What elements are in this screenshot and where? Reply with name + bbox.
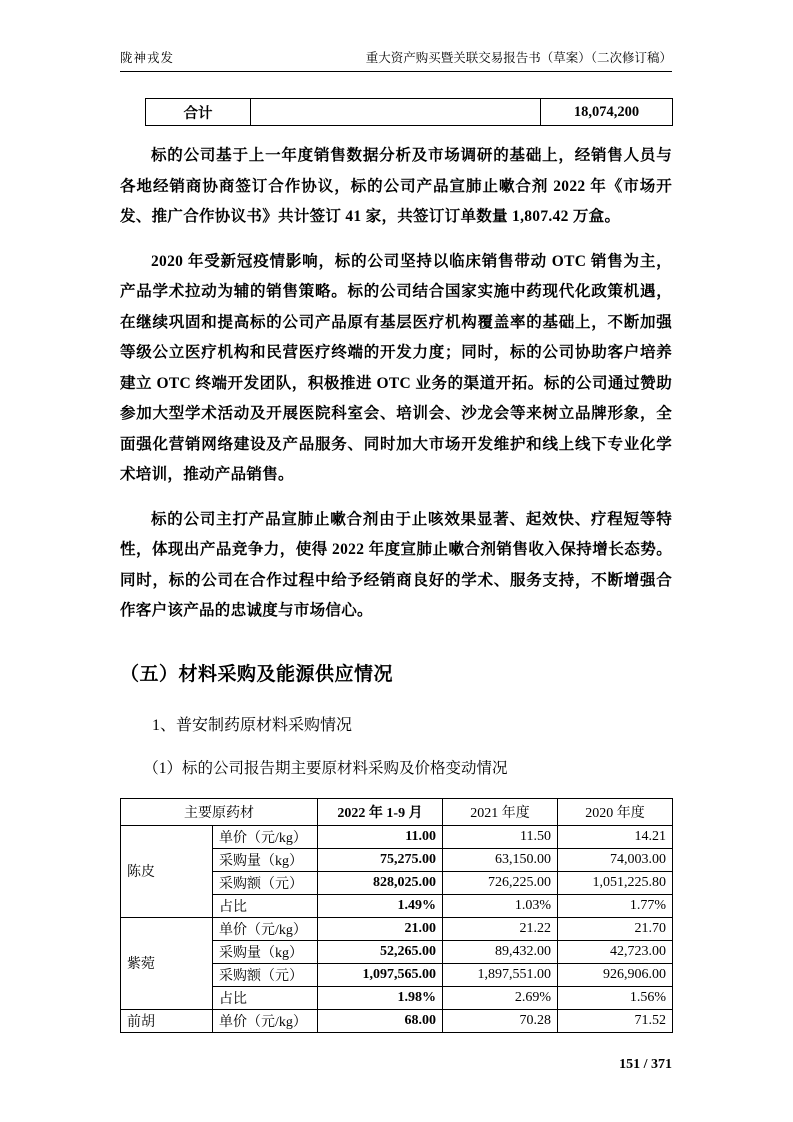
sub-heading-price-changes: （1）标的公司报告期主要原材料采购及价格变动情况 — [143, 759, 508, 777]
cell-metric: 采购额（元） — [213, 871, 318, 894]
cell-metric: 占比 — [213, 986, 318, 1009]
table-row — [146, 99, 673, 126]
column-header-2022: 2022 年 1-9 月 — [318, 798, 443, 825]
cell-value-2020: 74,003.00 — [558, 848, 673, 871]
sub-heading-puan-procurement: 1、普安制药原材料采购情况 — [152, 716, 353, 734]
materials-procurement-table — [120, 798, 673, 1033]
page-number: 151 / 371 — [619, 1056, 672, 1072]
cell-value-2021: 70.28 — [443, 1009, 558, 1032]
summary-total-table — [145, 98, 673, 126]
cell-value-2022: 828,025.00 — [318, 871, 443, 894]
cell-value-2022: 1,097,565.00 — [318, 963, 443, 986]
cell-material-name: 紫菀 — [121, 917, 213, 1009]
cell-metric: 占比 — [213, 894, 318, 917]
cell-value-2021: 1,897,551.00 — [443, 963, 558, 986]
cell-value-2020: 71.52 — [558, 1009, 673, 1032]
summary-total-label: 合计 — [146, 99, 251, 126]
cell-value-2022: 1.98% — [318, 986, 443, 1009]
cell-value-2020: 1.56% — [558, 986, 673, 1009]
table-row — [121, 825, 673, 848]
cell-value-2022: 75,275.00 — [318, 848, 443, 871]
summary-total-value: 18,074,200 — [541, 99, 673, 126]
header-company-name: 陇神戎发 — [120, 51, 175, 65]
cell-metric: 采购量（kg） — [213, 940, 318, 963]
cell-value-2022: 11.00 — [318, 825, 443, 848]
cell-value-2021: 89,432.00 — [443, 940, 558, 963]
cell-metric: 单价（元/kg） — [213, 1009, 318, 1032]
cell-value-2021: 21.22 — [443, 917, 558, 940]
cell-metric: 单价（元/kg） — [213, 825, 318, 848]
cell-metric: 单价（元/kg） — [213, 917, 318, 940]
column-header-2020: 2020 年度 — [558, 798, 673, 825]
cell-value-2022: 1.49% — [318, 894, 443, 917]
table-header-row — [121, 798, 673, 825]
cell-value-2020: 1,051,225.80 — [558, 871, 673, 894]
paragraph-product-competitiveness: 标的公司主打产品宣肺止嗽合剂由于止咳效果显著、起效快、疗程短等特性，体现出产品竞争力，使得 2022 年度宣肺止嗽合剂销售收入保持增长态势。同时，标的公司在合作过程中给予经销商良好的学术、服务支持，不断增强合作客户该产品的忠诚度与市场信心。 — [120, 510, 672, 619]
cell-value-2020: 926,906.00 — [558, 963, 673, 986]
cell-value-2020: 14.21 — [558, 825, 673, 848]
cell-metric: 采购额（元） — [213, 963, 318, 986]
cell-value-2021: 11.50 — [443, 825, 558, 848]
cell-value-2021: 726,225.00 — [443, 871, 558, 894]
cell-material-name: 陈皮 — [121, 825, 213, 917]
cell-value-2022: 21.00 — [318, 917, 443, 940]
cell-value-2021: 2.69% — [443, 986, 558, 1009]
cell-material-name: 前胡 — [121, 1009, 213, 1032]
cell-value-2022: 68.00 — [318, 1009, 443, 1032]
paragraph-sales-agreements: 标的公司基于上一年度销售数据分析及市场调研的基础上，经销售人员与各地经销商协商签订合作协议，标的公司产品宣肺止嗽合剂 2022 年《市场开发、推广合作协议书》共计签订 41 家，共签订订单数量 1,807.42 万盒。 — [120, 147, 672, 225]
paragraph-covid-strategy: 2020 年受新冠疫情影响，标的公司坚持以临床销售带动 OTC 销售为主，产品学术拉动为辅的销售策略。标的公司结合国家实施中药现代化政策机遇，在继续巩固和提高标的公司产品原有基层医疗机构覆盖率的基础上，不断加强等级公立医疗机构和民营医疗终端的开发力度；同时，标的公司协助客户培养建立 OTC 终端开发团队，积极推进 OTC 业务的渠道开拓。标的公司通过赞助参加大型学术活动及开展医院科室会、培训会、沙龙会等来树立品牌形象，全面强化营销网络建设及产品服务、同时加大市场开发维护和线上线下专业化学术培训，推动产品销售。 — [120, 252, 672, 483]
cell-value-2020: 1.77% — [558, 894, 673, 917]
page-header — [120, 48, 672, 72]
column-header-2021: 2021 年度 — [443, 798, 558, 825]
cell-value-2022: 52,265.00 — [318, 940, 443, 963]
table-row — [121, 917, 673, 940]
cell-value-2021: 1.03% — [443, 894, 558, 917]
summary-empty-cell — [251, 99, 541, 126]
cell-value-2021: 63,150.00 — [443, 848, 558, 871]
column-header-material: 主要原药材 — [121, 798, 318, 825]
section-heading-materials: （五）材料采购及能源供应情况 — [120, 663, 394, 685]
table-row — [121, 1009, 673, 1032]
cell-metric: 采购量（kg） — [213, 848, 318, 871]
cell-value-2020: 42,723.00 — [558, 940, 673, 963]
header-report-title: 重大资产购买暨关联交易报告书（草案）（二次修订稿） — [365, 51, 672, 65]
cell-value-2020: 21.70 — [558, 917, 673, 940]
